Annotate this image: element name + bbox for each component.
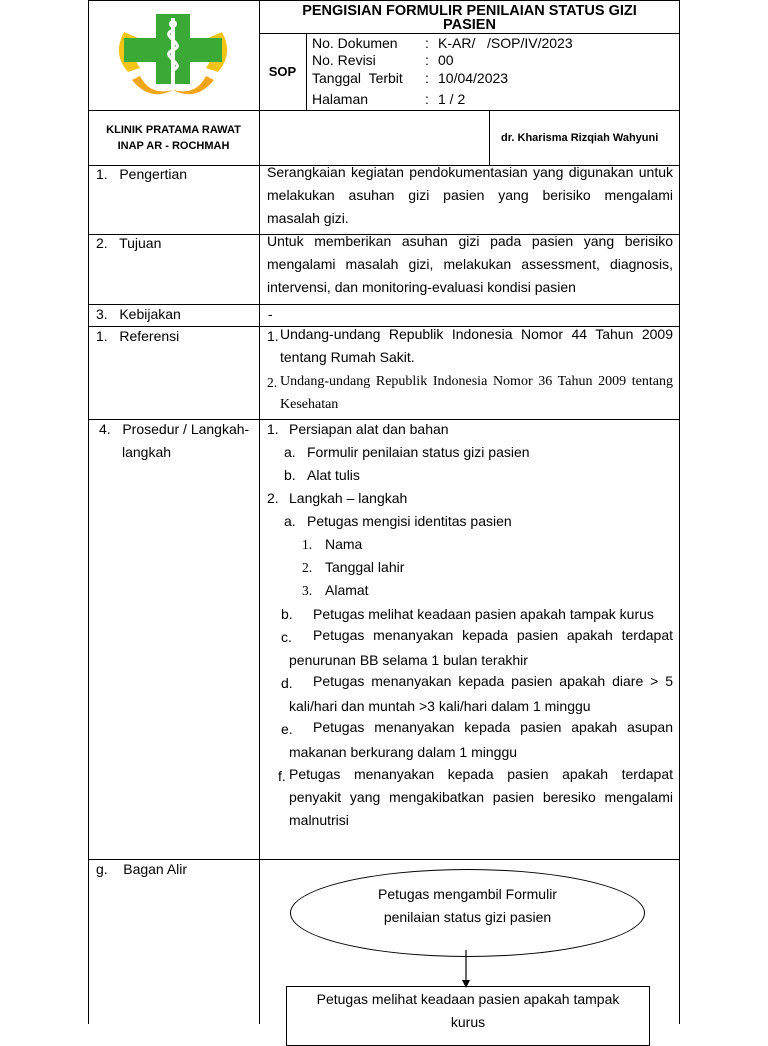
meta-label-halaman: Halaman xyxy=(312,91,369,107)
meta-sep: : xyxy=(425,35,429,51)
meta-value-halaman: 1 / 2 xyxy=(438,91,466,107)
step-2-letter: f. xyxy=(278,768,286,784)
referensi-line: tentang Rumah Sakit. xyxy=(280,349,415,365)
step-2-text: Petugas melihat keadaan pasien apakah tampak kurus xyxy=(313,606,654,622)
meta-value-no-revisi: 00 xyxy=(438,52,454,68)
step-1-item-text: Formulir penilaian status gizi pasien xyxy=(307,444,530,460)
sop-label: SOP xyxy=(268,64,297,79)
meta-sep: : xyxy=(425,70,429,86)
label-pengertian: 1. Pengertian xyxy=(96,166,188,182)
step-line: kali/hari dan muntah >3 kali/hari dalam 1 minggu xyxy=(289,698,591,714)
flowchart-node-text: kurus xyxy=(450,1014,486,1030)
sop-divider xyxy=(306,33,307,110)
step-2a-letter: a. xyxy=(284,513,296,529)
kebijakan-value: - xyxy=(268,306,273,322)
step-line: Petugas menanyakan kepada pasien apakah terdapat xyxy=(289,766,673,782)
identity-num: 1. xyxy=(302,537,313,552)
identity-num: 3. xyxy=(302,583,313,598)
pengertian-line: masalah gizi. xyxy=(267,210,349,226)
flowchart-arrow xyxy=(459,950,473,990)
meta-sep: : xyxy=(425,52,429,68)
column-divider xyxy=(259,0,260,1024)
referensi-num-1: 1. xyxy=(267,328,279,344)
step-2a-text: Petugas mengisi identitas pasien xyxy=(307,513,512,529)
row-line-1 xyxy=(88,110,680,111)
signatory-divider xyxy=(489,110,490,165)
row-line-4 xyxy=(88,304,680,305)
tujuan-line: intervensi, dan monitoring-evaluasi kondisi pasien xyxy=(267,279,576,295)
label-prosedur-line2: langkah xyxy=(122,444,172,460)
step-line: makanan berkurang dalam 1 minggu xyxy=(289,744,518,760)
meta-value-no-dokumen: K-AR/ /SOP/IV/2023 xyxy=(438,35,573,51)
step-2-letter: c. xyxy=(281,629,292,645)
signatory-name: dr. Kharisma Rizqiah Wahyuni xyxy=(501,132,659,144)
meta-label-no-dokumen: No. Dokumen xyxy=(312,35,398,51)
step-line: penyakit yang mengakibatkan pasien beresiko mengalami xyxy=(289,789,673,805)
flowchart-node-text: penilaian status gizi pasien xyxy=(383,909,552,925)
step-2-letter: d. xyxy=(281,675,293,691)
flowchart-node-text: Petugas melihat keadaan pasien apakah tampak xyxy=(316,991,620,1007)
tujuan-line: mengalami masalah gizi, melakukan assessment, diagnosis, xyxy=(267,256,673,272)
label-tujuan: 2. Tujuan xyxy=(96,235,162,251)
referensi-line: Kesehatan xyxy=(280,397,339,412)
step-2-num: 2. xyxy=(267,490,279,506)
row-line-7 xyxy=(88,859,680,860)
step-2-letter: b. xyxy=(281,606,293,622)
border-right xyxy=(679,0,680,1024)
step-2-letter: e. xyxy=(281,721,293,737)
step-1-num: 1. xyxy=(267,421,279,437)
referensi-item-1 xyxy=(280,323,673,369)
label-bagan-alir: g. Bagan Alir xyxy=(96,861,188,877)
label-kebijakan: 3. Kebijakan xyxy=(96,306,181,322)
step-2c-text xyxy=(313,624,673,647)
step-line: Petugas menanyakan kepada pasien apakah terdapat xyxy=(313,627,673,643)
clinic-name-line2: INAP AR - ROCHMAH xyxy=(117,140,230,152)
label-prosedur: 4. Prosedur / Langkah- xyxy=(99,421,250,437)
document-title: PENGISIAN FORMULIR PENILAIAN STATUS GIZI xyxy=(302,3,637,19)
step-2-text: Langkah – langkah xyxy=(289,490,408,506)
pengertian-text xyxy=(267,161,673,230)
flowchart-node-text: Petugas mengambil Formulir xyxy=(378,886,557,902)
meta-label-no-revisi: No. Revisi xyxy=(312,52,376,68)
pengertian-line: melakukan asuhan gizi pasien yang berisiko mengalami xyxy=(267,187,673,203)
title-divider xyxy=(259,33,680,34)
tujuan-text xyxy=(267,230,673,299)
identity-num: 2. xyxy=(302,560,313,575)
clinic-logo xyxy=(110,10,236,102)
step-1-item-letter: b. xyxy=(284,467,296,483)
meta-value-tanggal-terbit: 10/04/2023 xyxy=(438,70,509,86)
step-line: Petugas menanyakan kepada pasien apakah asupan xyxy=(313,719,673,735)
meta-sep: : xyxy=(425,91,429,107)
step-line: Petugas menanyakan kepada pasien apakah diare > 5 xyxy=(313,673,673,689)
pengertian-line: Serangkaian kegiatan pendokumentasian yang digunakan untuk xyxy=(267,164,673,180)
identity-item: Tanggal lahir xyxy=(325,559,405,575)
referensi-num-2: 2. xyxy=(267,375,278,390)
step-2d-text xyxy=(313,670,673,693)
clinic-name: KLINIK PRATAMA RAWAT xyxy=(106,124,241,136)
step-2f-text xyxy=(289,763,673,832)
border-top xyxy=(88,0,680,1)
step-1-item-text: Alat tulis xyxy=(307,467,360,483)
step-line: malnutrisi xyxy=(289,812,349,828)
identity-item: Nama xyxy=(325,536,363,552)
tujuan-line: Untuk memberikan asuhan gizi pada pasien yang berisiko xyxy=(267,233,673,249)
referensi-line: Undang-undang Republik Indonesia Nomor 36 Tahun 2009 tentang xyxy=(280,374,673,389)
step-line: penurunan BB selama 1 bulan terakhir xyxy=(289,652,528,668)
referensi-item-2 xyxy=(280,370,673,416)
meta-label-tanggal-terbit: Tanggal Terbit xyxy=(312,70,403,86)
step-1-text: Persiapan alat dan bahan xyxy=(289,421,449,437)
referensi-line: Undang-undang Republik Indonesia Nomor 44 Tahun 2009 xyxy=(280,326,673,342)
label-referensi: 1. Referensi xyxy=(96,328,180,344)
row-line-6 xyxy=(88,419,680,420)
step-2e-text xyxy=(313,716,673,739)
identity-item: Alamat xyxy=(325,582,369,598)
step-1-item-letter: a. xyxy=(284,444,296,460)
document-title-line2: PASIEN xyxy=(443,17,496,33)
